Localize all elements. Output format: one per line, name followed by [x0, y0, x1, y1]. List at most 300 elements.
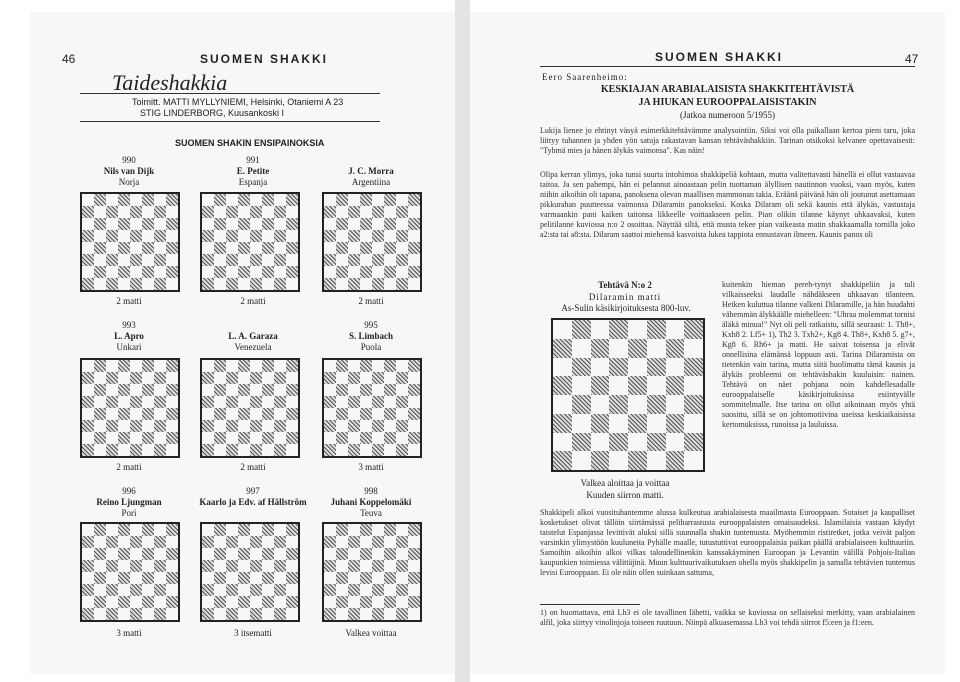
- board-square: [262, 560, 274, 572]
- diagram-subtitle: Dilaramin matti: [588, 292, 662, 302]
- board-square: [202, 560, 214, 572]
- board-square: [262, 372, 274, 384]
- board-square: [274, 560, 286, 572]
- board-square: [372, 194, 384, 206]
- board-square: [553, 414, 572, 433]
- board-square: [130, 572, 142, 584]
- board-square: [408, 408, 420, 420]
- board-square: [106, 206, 118, 218]
- board-square: [226, 230, 238, 242]
- board-square: [274, 194, 286, 206]
- board-square: [360, 384, 372, 396]
- problem-country: Puola: [360, 342, 382, 352]
- board-square: [82, 524, 94, 536]
- board-square: [226, 596, 238, 608]
- board-square: [286, 396, 298, 408]
- board-square: [214, 596, 226, 608]
- board-square: [238, 420, 250, 432]
- board-square: [118, 536, 130, 548]
- board-square: [262, 396, 274, 408]
- board-square: [324, 572, 336, 584]
- board-square: [396, 596, 408, 608]
- board-square: [118, 596, 130, 608]
- board-square: [396, 360, 408, 372]
- board-square: [348, 524, 360, 536]
- board-square: [372, 242, 384, 254]
- board-square: [226, 254, 238, 266]
- board-square: [238, 524, 250, 536]
- board-square: [262, 408, 274, 420]
- board-square: [274, 432, 286, 444]
- board-square: [238, 384, 250, 396]
- board-square: [286, 218, 298, 230]
- board-square: [82, 230, 94, 242]
- board-square: [202, 360, 214, 372]
- board-square: [360, 206, 372, 218]
- board-square: [142, 596, 154, 608]
- board-square: [238, 372, 250, 384]
- board-square: [250, 206, 262, 218]
- board-square: [384, 218, 396, 230]
- board-square: [106, 266, 118, 278]
- diagram-source: As-Sulin käsikirjoituksesta 800-luv.: [561, 303, 691, 313]
- problem-995-stipulation: 3 matti: [358, 462, 384, 472]
- board-square: [214, 420, 226, 432]
- board-square: [154, 206, 166, 218]
- footnote-rule: [540, 604, 640, 605]
- board-square: [214, 396, 226, 408]
- board-square: [202, 218, 214, 230]
- board-square: [384, 536, 396, 548]
- board-square: [106, 420, 118, 432]
- board-square: [202, 194, 214, 206]
- board-square: [250, 242, 262, 254]
- board-square: [238, 230, 250, 242]
- board-square: [360, 360, 372, 372]
- board-square: [118, 278, 130, 290]
- article-footnote: 1) on huomattava, että Lh3 ei ole tavallinen lähetti, vaikka se kuviossa on sellaiseksi merkitty, vaan arabialainen alfil, joka siirtyy vinolinjoja toiseen ruutuun. Niinpä alkuasemassa Lh3 voi tehdä siirrot f5:een ja f1:een.: [540, 608, 915, 627]
- board-square: [214, 384, 226, 396]
- board-square: [238, 396, 250, 408]
- problem-author: Nils van Dijk: [103, 166, 155, 176]
- board-square: [214, 230, 226, 242]
- board-square: [348, 432, 360, 444]
- board-square: [202, 444, 214, 456]
- board-square: [226, 524, 238, 536]
- board-square: [666, 395, 685, 414]
- board-square: [166, 384, 178, 396]
- board-square: [348, 206, 360, 218]
- board-square: [94, 444, 106, 456]
- board-square: [262, 536, 274, 548]
- board-square: [408, 608, 420, 620]
- board-square: [202, 420, 214, 432]
- board-square: [384, 408, 396, 420]
- problem-author: J. C. Morra: [348, 166, 394, 176]
- board-square: [666, 433, 685, 452]
- board-square: [238, 560, 250, 572]
- board-square: [202, 572, 214, 584]
- problem-number: 995: [364, 320, 378, 330]
- board-square: [202, 242, 214, 254]
- board-square: [360, 396, 372, 408]
- board-square: [286, 560, 298, 572]
- board-square: [348, 596, 360, 608]
- board-square: [572, 339, 591, 358]
- book-gutter: [455, 0, 470, 682]
- board-square: [130, 420, 142, 432]
- board-square: [166, 408, 178, 420]
- board-square: [396, 372, 408, 384]
- problem-country: Unkari: [116, 342, 142, 352]
- board-square: [250, 560, 262, 572]
- board-square: [684, 320, 703, 339]
- board-square: [118, 230, 130, 242]
- board-square: [286, 206, 298, 218]
- board-square: [609, 339, 628, 358]
- board-square: [336, 254, 348, 266]
- board-square: [348, 608, 360, 620]
- board-square: [106, 194, 118, 206]
- board-square: [684, 339, 703, 358]
- board-square: [250, 360, 262, 372]
- board-square: [628, 376, 647, 395]
- board-square: [94, 572, 106, 584]
- board-square: [82, 242, 94, 254]
- board-square: [684, 451, 703, 470]
- board-square: [238, 584, 250, 596]
- board-square: [118, 266, 130, 278]
- diagram-title: Tehtävä N:o 2: [598, 280, 652, 290]
- board-square: [82, 584, 94, 596]
- problem-993-caption: [74, 320, 184, 353]
- board-square: [372, 360, 384, 372]
- left-running-head: SUOMEN SHAKKI: [200, 52, 329, 66]
- board-square: [94, 420, 106, 432]
- board-square: [130, 194, 142, 206]
- board-square: [274, 524, 286, 536]
- board-square: [142, 524, 154, 536]
- board-square: [396, 266, 408, 278]
- board-square: [238, 266, 250, 278]
- board-square: [250, 230, 262, 242]
- board-square: [154, 444, 166, 456]
- board-square: [94, 536, 106, 548]
- board-square: [142, 384, 154, 396]
- board-square: [336, 194, 348, 206]
- board-square: [372, 608, 384, 620]
- board-square: [166, 572, 178, 584]
- board-square: [336, 536, 348, 548]
- board-square: [360, 230, 372, 242]
- problem-991-caption: [198, 155, 308, 188]
- board-square: [94, 218, 106, 230]
- board-square: [166, 266, 178, 278]
- problem-number: 991: [246, 155, 260, 165]
- board-square: [396, 560, 408, 572]
- board-square: [384, 596, 396, 608]
- board-square: [336, 372, 348, 384]
- board-square: [324, 194, 336, 206]
- diagram-caption-1: Valkea aloittaa ja voittaa: [580, 478, 670, 488]
- board-square: [142, 420, 154, 432]
- board-square: [166, 536, 178, 548]
- board-square: [238, 254, 250, 266]
- article-paragraph-3: Shakkipeli alkoi vuosituhantemme alussa kulkeutua arabialaisesta maailmasta Eurooppaan. Sotaiset ja kaupalliset kosketukset olivat tällöin siirtämässä peliharrastusta eurooppalaisten omaisuudeksi. Islamilaisia vastaan käydyt taistelut Espanjassa levittivät aluksi sillä suunnalla shakin tuntemusta. Myöhemmin ristiretket, jotka veivät paljon varsinkin ylimystöön kuuluneita Pyhälle maalle, tutustuttivat eurooppalaisia paikan päällä arabialaiseen kulttuuriin. Samoihin aikoihin alkoi vilkas taloudellinenkin kanssakäyminen Euroopan ja Levantin välillä Pohjois-Italian kaupunkien toimiessa välittäjinä. Muun kulttuurivaikutuksen ohella myös shakkipelin ja samalla tehtävien tuntemus levisi Eurooppaan. Ei ole näin ollen suinkaan sattuma,: [540, 508, 915, 577]
- problem-998-stipulation: Valkea voittaa: [345, 628, 397, 638]
- problem-number: 996: [122, 486, 136, 496]
- board-square: [214, 242, 226, 254]
- board-square: [408, 372, 420, 384]
- problem-994-stipulation: 2 matti: [240, 462, 266, 472]
- board-square: [553, 320, 572, 339]
- board-square: [262, 572, 274, 584]
- problem-country: Norja: [118, 177, 140, 187]
- board-square: [324, 420, 336, 432]
- board-square: [286, 572, 298, 584]
- board-square: [666, 320, 685, 339]
- board-square: [202, 432, 214, 444]
- problem-995-caption: [316, 320, 426, 353]
- board-square: [142, 432, 154, 444]
- board-square: [250, 444, 262, 456]
- board-square: [106, 242, 118, 254]
- board-square: [214, 548, 226, 560]
- board-square: [238, 360, 250, 372]
- board-square: [372, 432, 384, 444]
- problem-997-stipulation: 3 itsematti: [234, 628, 272, 638]
- problem-country: Pori: [121, 508, 137, 518]
- board-square: [286, 584, 298, 596]
- board-square: [130, 206, 142, 218]
- board-square: [647, 339, 666, 358]
- board-square: [628, 395, 647, 414]
- board-square: [372, 384, 384, 396]
- board-square: [142, 396, 154, 408]
- board-square: [384, 230, 396, 242]
- board-square: [82, 396, 94, 408]
- board-square: [396, 408, 408, 420]
- board-square: [214, 266, 226, 278]
- board-square: [226, 194, 238, 206]
- board-square: [372, 560, 384, 572]
- board-square: [274, 548, 286, 560]
- board-square: [106, 524, 118, 536]
- board-square: [226, 536, 238, 548]
- board-square: [408, 560, 420, 572]
- board-square: [609, 414, 628, 433]
- board-square: [360, 444, 372, 456]
- board-square: [408, 230, 420, 242]
- board-square: [106, 548, 118, 560]
- board-square: [106, 584, 118, 596]
- board-square: [384, 372, 396, 384]
- board-square: [226, 584, 238, 596]
- board-square: [238, 608, 250, 620]
- board-square: [202, 548, 214, 560]
- board-square: [408, 206, 420, 218]
- board-square: [324, 384, 336, 396]
- problem-country: Argentiina: [351, 177, 391, 187]
- board-square: [348, 560, 360, 572]
- board-square: [94, 560, 106, 572]
- board-square: [202, 206, 214, 218]
- board-square: [553, 376, 572, 395]
- board-square: [262, 360, 274, 372]
- board-square: [609, 358, 628, 377]
- board-square: [94, 396, 106, 408]
- board-square: [118, 444, 130, 456]
- chess-diagram-dilaram: [551, 318, 705, 472]
- board-square: [360, 372, 372, 384]
- board-square: [166, 432, 178, 444]
- board-square: [684, 414, 703, 433]
- board-square: [214, 408, 226, 420]
- problem-991-stipulation: 2 matti: [240, 296, 266, 306]
- board-square: [130, 408, 142, 420]
- board-square: [336, 278, 348, 290]
- board-square: [274, 360, 286, 372]
- board-square: [154, 218, 166, 230]
- board-square: [396, 194, 408, 206]
- board-square: [286, 444, 298, 456]
- board-square: [262, 608, 274, 620]
- board-square: [360, 242, 372, 254]
- board-square: [154, 560, 166, 572]
- left-page-number: 46: [62, 52, 76, 66]
- board-square: [384, 420, 396, 432]
- board-square: [408, 396, 420, 408]
- board-square: [202, 230, 214, 242]
- board-square: [202, 536, 214, 548]
- board-square: [166, 206, 178, 218]
- board-square: [106, 572, 118, 584]
- board-square: [348, 572, 360, 584]
- board-square: [553, 339, 572, 358]
- problem-996-caption: [74, 486, 184, 519]
- board-square: [130, 432, 142, 444]
- board-square: [396, 432, 408, 444]
- board-square: [336, 266, 348, 278]
- board-square: [238, 444, 250, 456]
- board-square: [408, 194, 420, 206]
- board-square: [82, 278, 94, 290]
- board-square: [572, 320, 591, 339]
- article-paragraph-1: Lukija lienee jo ehtinyt väsyä esimerkkitehtävämme analysointiin. Siksi voi olla paikallaan kertoa pieni taru, joka liittyy tuhannen ja yhden yön satuja rakastavan kansan tehtäväshakkiin. Tarinan otsikoksi kelvanee opettavaisesti: "Tyhmä mies ja hänen älykäs vaimonsa". Kas näin!: [540, 126, 915, 155]
- board-square: [94, 278, 106, 290]
- board-square: [372, 572, 384, 584]
- board-square: [94, 548, 106, 560]
- board-square: [336, 596, 348, 608]
- board-square: [214, 560, 226, 572]
- board-square: [154, 524, 166, 536]
- board-square: [348, 444, 360, 456]
- board-square: [384, 444, 396, 456]
- board-square: [647, 414, 666, 433]
- board-square: [647, 358, 666, 377]
- board-square: [572, 376, 591, 395]
- board-square: [286, 384, 298, 396]
- board-square: [396, 524, 408, 536]
- problem-996-stipulation: 3 matti: [116, 628, 142, 638]
- board-square: [262, 206, 274, 218]
- board-square: [106, 536, 118, 548]
- board-square: [286, 230, 298, 242]
- board-square: [336, 408, 348, 420]
- board-square: [130, 242, 142, 254]
- board-square: [142, 230, 154, 242]
- board-square: [384, 396, 396, 408]
- board-square: [360, 420, 372, 432]
- chess-diagram-991: [200, 192, 300, 292]
- board-square: [226, 218, 238, 230]
- board-square: [238, 194, 250, 206]
- board-square: [324, 266, 336, 278]
- board-square: [118, 360, 130, 372]
- board-square: [553, 395, 572, 414]
- board-square: [130, 524, 142, 536]
- board-square: [286, 548, 298, 560]
- board-square: [286, 242, 298, 254]
- board-square: [274, 254, 286, 266]
- board-square: [142, 242, 154, 254]
- board-square: [106, 384, 118, 396]
- board-square: [286, 360, 298, 372]
- board-square: [336, 384, 348, 396]
- board-square: [384, 548, 396, 560]
- problem-author: L. Apro: [114, 331, 144, 341]
- board-square: [324, 254, 336, 266]
- board-square: [226, 560, 238, 572]
- board-square: [154, 242, 166, 254]
- board-square: [408, 266, 420, 278]
- board-square: [286, 408, 298, 420]
- problem-992-caption: [316, 166, 426, 188]
- board-square: [214, 444, 226, 456]
- board-square: [408, 584, 420, 596]
- board-square: [130, 218, 142, 230]
- board-square: [348, 384, 360, 396]
- board-square: [250, 572, 262, 584]
- board-square: [372, 444, 384, 456]
- board-square: [142, 206, 154, 218]
- board-square: [274, 536, 286, 548]
- problem-author: Reino Ljungman: [96, 497, 162, 507]
- board-square: [226, 572, 238, 584]
- board-square: [408, 432, 420, 444]
- board-square: [396, 230, 408, 242]
- board-square: [142, 254, 154, 266]
- problem-998-caption: [316, 486, 426, 519]
- problem-author: L. A. Garaza: [228, 331, 278, 341]
- editors-line-2: STIG LINDERBORG, Kuusankoski I: [140, 108, 285, 118]
- board-square: [384, 206, 396, 218]
- board-square: [360, 560, 372, 572]
- board-square: [154, 536, 166, 548]
- board-square: [166, 218, 178, 230]
- board-square: [214, 206, 226, 218]
- board-square: [238, 218, 250, 230]
- board-square: [396, 572, 408, 584]
- board-square: [118, 408, 130, 420]
- board-square: [262, 432, 274, 444]
- board-square: [94, 384, 106, 396]
- board-square: [647, 320, 666, 339]
- board-square: [250, 536, 262, 548]
- board-square: [238, 278, 250, 290]
- board-square: [214, 278, 226, 290]
- board-square: [82, 608, 94, 620]
